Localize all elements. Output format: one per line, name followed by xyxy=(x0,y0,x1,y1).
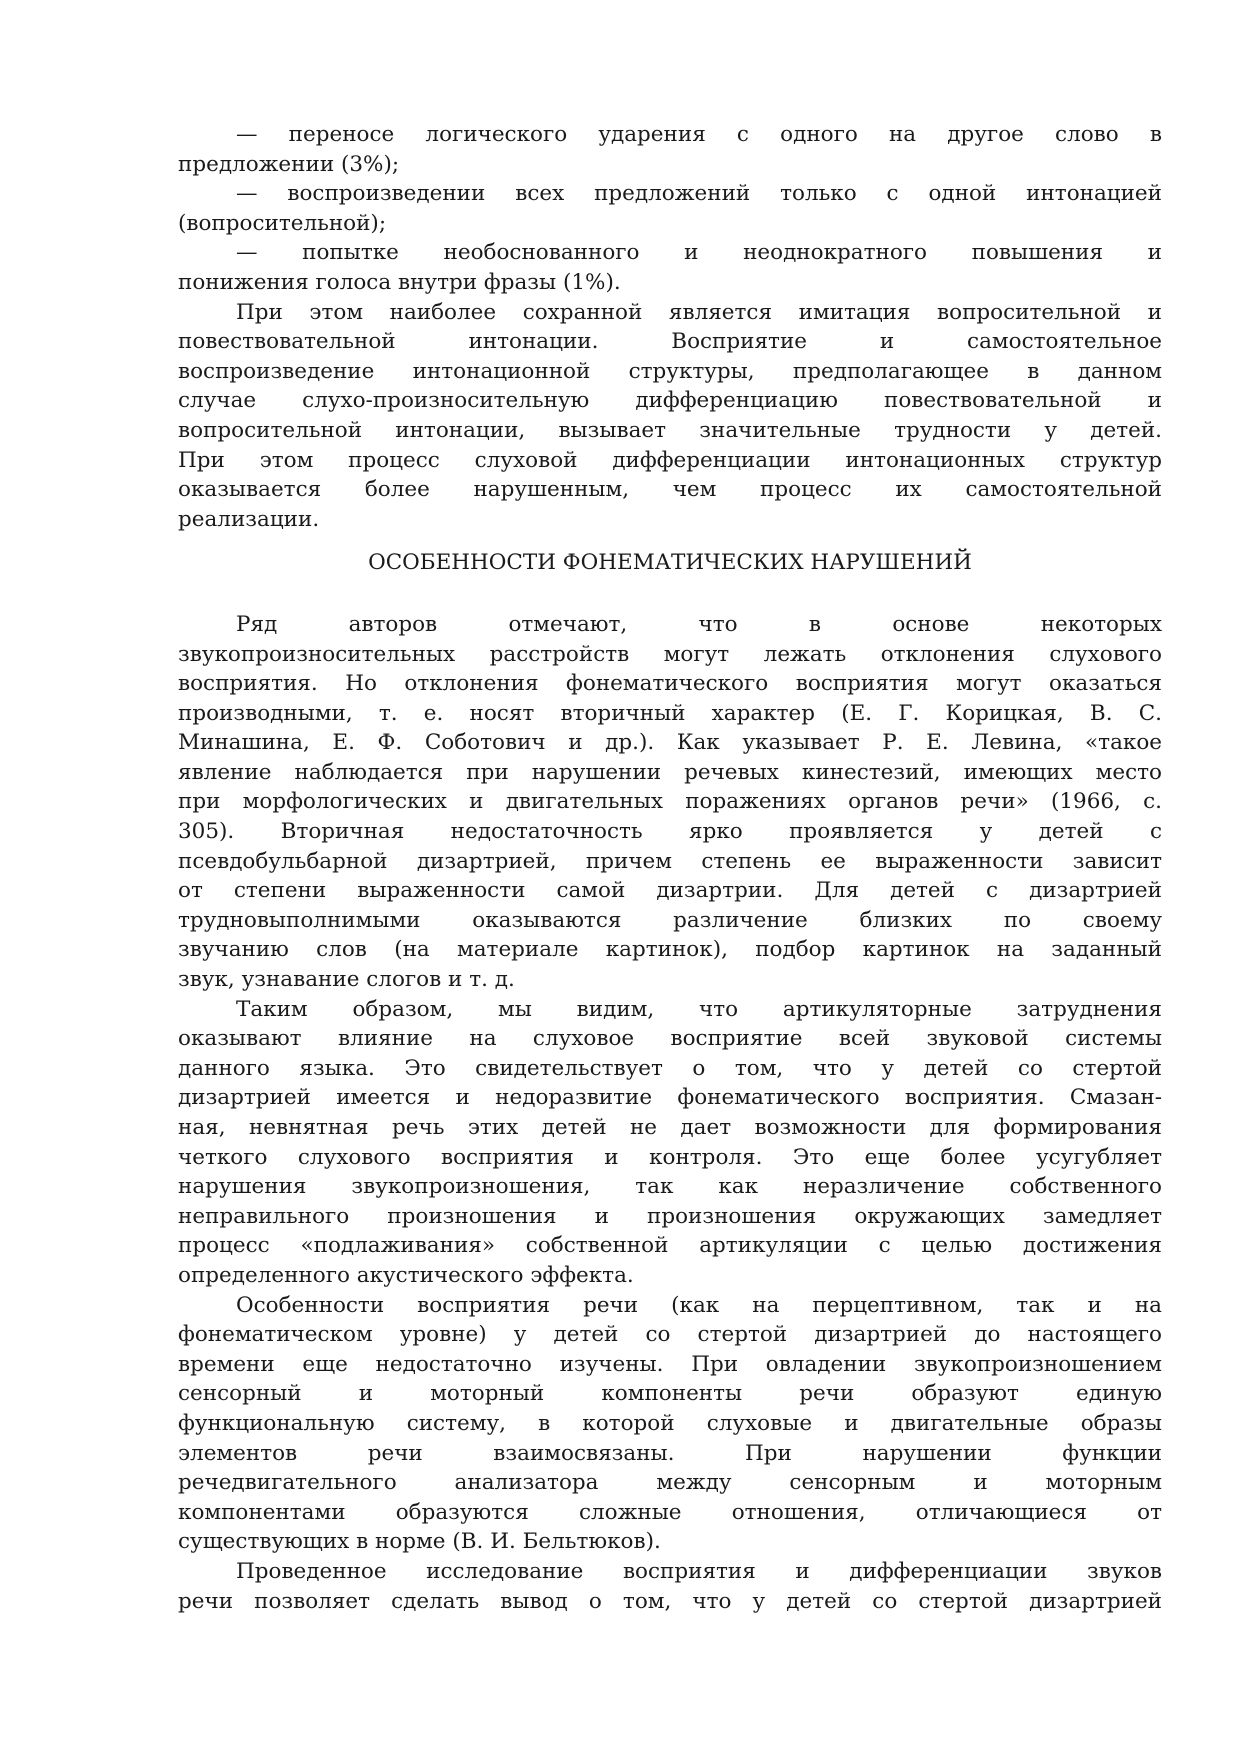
text-line: сенсорный и моторный компоненты речи образуют единую xyxy=(178,1381,1162,1407)
text-line: речедвигательного анализатора между сенсорным и моторным xyxy=(178,1470,1162,1496)
text-line: (вопросительной); xyxy=(178,210,387,236)
text-line: предложении (3%); xyxy=(178,151,400,177)
text-line: воспроизведение интонационной структуры, предполагающее в данном xyxy=(178,358,1162,384)
text-line: При этом наиболее сохранной является имитация вопросительной и xyxy=(236,299,1162,325)
text-line: псевдобульбарной дизартрией, причем степень ее выраженности зависит xyxy=(178,848,1162,874)
text-line: оказывают влияние на слуховое восприятие всей звуковой системы xyxy=(178,1026,1162,1052)
text-line: фонематическом уровне) у детей со стертой дизартрией до настоящего xyxy=(178,1322,1162,1348)
text-line: компонентами образуются сложные отношения, отличающиеся от xyxy=(178,1499,1162,1525)
text-line: Ряд авторов отмечают, что в основе некоторых xyxy=(236,611,1162,637)
text-line: при морфологических и двигательных поражениях органов речи» (1966, с. xyxy=(178,789,1162,815)
paragraph xyxy=(178,120,1162,179)
text-line: вопросительной интонации, вызывает значительные трудности у детей. xyxy=(178,417,1162,443)
section-bottom xyxy=(178,610,1162,1616)
text-line: явление наблюдается при нарушении речевых кинестезий, имеющих место xyxy=(178,759,1162,785)
text-line: нарушения звукопроизношения, так как неразличение собственного xyxy=(178,1174,1162,1200)
document-page xyxy=(178,120,1162,1616)
text-line: времени еще недостаточно изучены. При овладении звукопроизношением xyxy=(178,1351,1162,1377)
text-line: — попытке необоснованного и неоднократного повышения и xyxy=(236,240,1162,266)
text-line: — воспроизведении всех предложений только с одной интонацией xyxy=(236,181,1162,207)
section-top xyxy=(178,120,1162,534)
text-line: Проведенное исследование восприятия и дифференциации звуков xyxy=(236,1558,1162,1584)
text-line: производными, т. е. носят вторичный характер (Е. Г. Корицкая, В. С. xyxy=(178,700,1162,726)
text-line: При этом процесс слуховой дифференциации интонационных структур xyxy=(178,447,1162,473)
text-line: понижения голоса внутри фразы (1%). xyxy=(178,269,621,295)
text-line: звук, узнавание слогов и т. д. xyxy=(178,967,515,993)
text-line: звучанию слов (на материале картинок), подбор картинок на заданный xyxy=(178,937,1162,963)
text-line: от степени выраженности самой дизартрии. Для детей с дизартрией xyxy=(178,878,1162,904)
paragraph xyxy=(178,1291,1162,1557)
text-line: звукопроизносительных расстройств могут лежать отклонения слухового xyxy=(178,641,1162,667)
paragraph xyxy=(178,995,1162,1291)
section-heading: ОСОБЕННОСТИ ФОНЕМАТИЧЕСКИХ НАРУШЕНИЙ xyxy=(368,550,972,576)
text-line: определенного акустического эффекта. xyxy=(178,1262,634,1288)
text-line: элементов речи взаимосвязаны. При нарушении функции xyxy=(178,1440,1162,1466)
paragraph xyxy=(178,238,1162,297)
text-line: Минашина, Е. Ф. Соботович и др.). Как указывает Р. Е. Левина, «такое xyxy=(178,730,1162,756)
text-line: четкого слухового восприятия и контроля. Это еще более усугубляет xyxy=(178,1144,1162,1170)
text-line: восприятия. Но отклонения фонематического восприятия могут оказаться xyxy=(178,671,1162,697)
paragraph xyxy=(178,298,1162,535)
text-line: трудновыполнимыми оказываются различение близких по своему xyxy=(178,907,1162,933)
text-line: Особенности восприятия речи (как на перцептивном, так и на xyxy=(236,1292,1162,1318)
text-line: — переносе логического ударения с одного на другое слово в xyxy=(236,122,1162,147)
text-line: Таким образом, мы видим, что артикуляторные затруднения xyxy=(236,996,1162,1022)
text-line: неправильного произношения и произношения окружающих замедляет xyxy=(178,1203,1162,1229)
text-line: реализации. xyxy=(178,506,320,532)
paragraph xyxy=(178,1557,1162,1616)
text-line: дизартрией имеется и недоразвитие фонематического восприятия. Смазан- xyxy=(178,1085,1162,1111)
paragraph xyxy=(178,610,1162,995)
text-line: ная, невнятная речь этих детей не дает возможности для формирования xyxy=(178,1115,1162,1140)
text-line: 305). Вторичная недостаточность ярко проявляется у детей с xyxy=(178,819,1162,845)
text-line: речи позволяет сделать вывод о том, что у детей со стертой дизартрией xyxy=(178,1588,1162,1614)
text-line: повествовательной интонации. Восприятие и самостоятельное xyxy=(178,329,1162,355)
paragraph xyxy=(178,179,1162,238)
text-line: функциональную систему, в которой слуховые и двигательные образы xyxy=(178,1410,1162,1436)
text-line: оказывается более нарушенным, чем процесс их самостоятельной xyxy=(178,477,1162,503)
text-line: процесс «подлаживания» собственной артикуляции с целью достижения xyxy=(178,1233,1162,1259)
text-line: случае слухо-произносительную дифференциацию повествовательной и xyxy=(178,388,1162,414)
text-line: данного языка. Это свидетельствует о том, что у детей со стертой xyxy=(178,1055,1162,1081)
text-line: существующих в норме (В. И. Бельтюков). xyxy=(178,1529,661,1555)
